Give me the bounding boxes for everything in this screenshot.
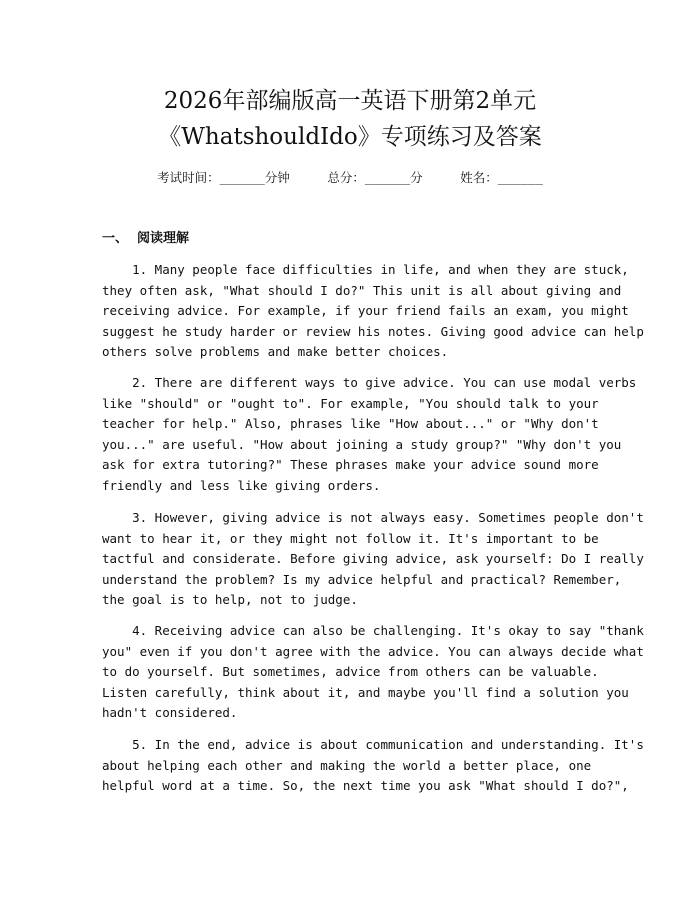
paragraph-line: tactful and considerate. Before giving advice, ask yourself: Do I really <box>102 551 644 567</box>
reading-paragraph-4 <box>102 621 644 724</box>
paragraph-line: 4. Receiving advice can also be challenging. It's okay to say "thank <box>102 623 644 638</box>
paragraph-line: you..." are useful. "How about joining a study group?" "Why don't you <box>102 436 622 452</box>
paragraph-line: receiving advice. For example, if your friend fails an exam, you might <box>102 303 629 319</box>
document-title-line-1: 2026年部编版高一英语下册第2单元 <box>163 88 537 114</box>
paragraph-line: suggest he study harder or review his notes. Giving good advice can help <box>102 323 644 339</box>
paragraph-line: hadn't considered. <box>102 705 238 721</box>
paragraph-line: 3. However, giving advice is not always easy. Sometimes people don't <box>102 510 644 525</box>
paragraph-line: 2. There are different ways to give advice. You can use modal verbs <box>102 375 637 390</box>
paragraph-line: about helping each other and making the world a better place, one <box>102 757 592 773</box>
paragraph-line: the goal is to help, not to judge. <box>102 592 358 608</box>
exam-info: 考试时间：______分钟 总分：______分 姓名：______ <box>157 170 543 185</box>
section-heading-reading: 一、 阅读理解 <box>102 231 190 246</box>
paragraph-line: they often ask, "What should I do?" This unit is all about giving and <box>102 282 622 298</box>
paragraph-line: helpful word at a time. So, the next time you ask "What should I do?", <box>102 778 629 794</box>
reading-paragraph-5 <box>102 735 644 797</box>
paragraph-line: like "should" or "ought to". For example, "You should talk to your <box>102 395 599 411</box>
reading-paragraph-2 <box>102 373 637 497</box>
paragraph-line: understand the problem? Is my advice helpful and practical? Remember, <box>102 571 622 587</box>
paragraph-line: others solve problems and make better choices. <box>102 344 449 360</box>
paragraph-line: you" even if you don't agree with the advice. You can always decide what <box>102 643 644 659</box>
paragraph-line: teacher for help." Also, phrases like "How about..." or "Why don't <box>102 416 599 432</box>
paragraph-line: to do yourself. But sometimes, advice from others can be valuable. <box>102 664 599 680</box>
paragraph-line: ask for extra tutoring?" These phrases make your advice sound more <box>102 457 599 473</box>
reading-paragraph-1 <box>102 260 644 363</box>
document-title-line-2: 《WhatshouldIdo》专项练习及答案 <box>158 124 542 150</box>
paragraph-line: 1. Many people face difficulties in life, and when they are stuck, <box>102 262 629 277</box>
reading-paragraph-3 <box>102 508 644 611</box>
paragraph-line: Listen carefully, think about it, and maybe you'll find a solution you <box>102 684 629 700</box>
paragraph-line: 5. In the end, advice is about communication and understanding. It's <box>102 737 644 752</box>
paragraph-line: friendly and less like giving orders. <box>102 477 381 493</box>
paragraph-line: want to hear it, or they might not follow it. It's important to be <box>102 530 599 546</box>
